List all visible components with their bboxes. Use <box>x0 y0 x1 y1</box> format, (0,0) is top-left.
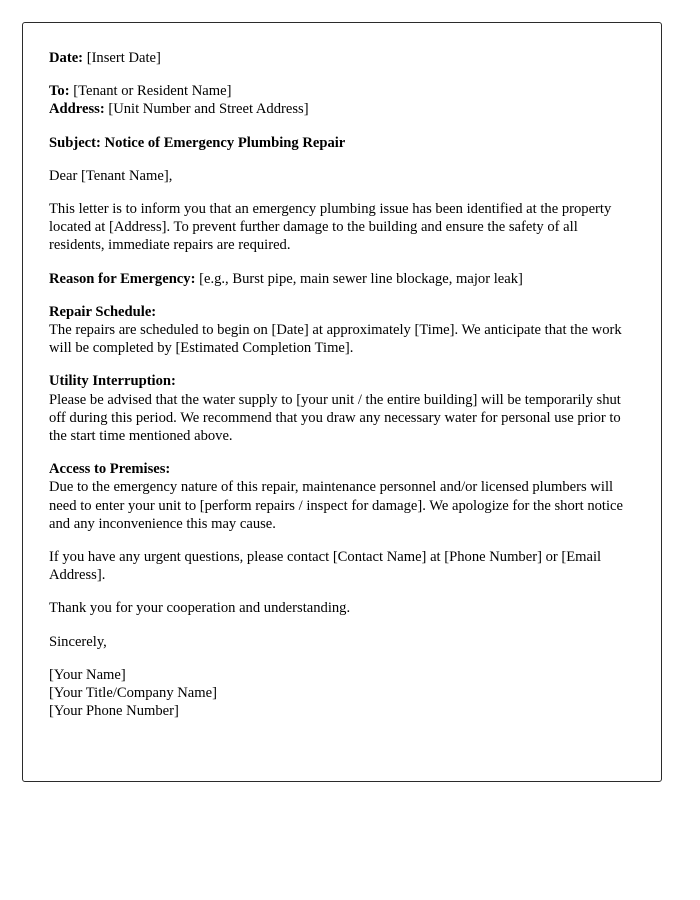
reason-value: [e.g., Burst pipe, main sewer line blockage, major leak] <box>199 270 523 287</box>
repair-schedule-heading: Repair Schedule: <box>49 303 157 320</box>
to-label: To: <box>49 83 70 100</box>
intro-paragraph: This letter is to inform you that an emergency plumbing issue has been identified at the property located at [Address]. To prevent further damage to the building and ensure the safety of all residents, immediate repairs are required. <box>49 201 612 254</box>
signature-name: [Your Name] <box>49 666 126 683</box>
subject-block <box>49 134 631 152</box>
date-value: [Insert Date] <box>86 50 161 66</box>
address-value: [Unit Number and Street Address] <box>108 101 309 118</box>
contact-paragraph: If you have any urgent questions, please contact [Contact Name] at [Phone Number] or [Email Address]. <box>49 549 602 584</box>
utility-interruption-block <box>49 372 631 445</box>
access-to-premises-block <box>49 460 631 533</box>
thanks-paragraph: Thank you for your cooperation and understanding. <box>49 600 351 617</box>
signature-block <box>49 666 631 721</box>
address-line <box>49 100 631 118</box>
address-label: Address: <box>49 101 105 118</box>
recipient-block <box>49 82 631 118</box>
intro-block <box>49 200 631 255</box>
utility-interruption-text: Please be advised that the water supply to [your unit / the entire building] will be temporarily shut off during this period. We recommend that you draw any necessary water for personal use prior to the start time mentioned above. <box>49 391 621 445</box>
closing-block <box>49 633 631 651</box>
contact-block <box>49 548 631 584</box>
date-block <box>49 49 631 67</box>
signature-title: [Your Title/Company Name] <box>49 685 217 702</box>
subject-line: Subject: Notice of Emergency Plumbing Repair <box>49 134 346 151</box>
to-value: [Tenant or Resident Name] <box>73 83 232 100</box>
signature-phone: [Your Phone Number] <box>49 703 179 720</box>
repair-schedule-text: The repairs are scheduled to begin on [Date] at approximately [Time]. We anticipate that the work will be completed by [Estimated Completion Time]. <box>49 322 622 357</box>
date-label: Date: <box>49 50 84 66</box>
reason-label: Reason for Emergency: <box>49 270 196 287</box>
reason-block <box>49 270 631 288</box>
thanks-block <box>49 599 631 617</box>
utility-interruption-heading: Utility Interruption: <box>49 373 176 390</box>
access-to-premises-heading: Access to Premises: <box>49 461 171 478</box>
repair-schedule-block <box>49 303 631 358</box>
letter-page <box>22 22 662 782</box>
reason-line <box>49 270 631 288</box>
access-to-premises-text: Due to the emergency nature of this repair, maintenance personnel and/or licensed plumbers will need to enter your unit to [perform repairs / inspect for damage]. We apologize for the short notice and any inconvenience this may cause. <box>49 479 623 532</box>
salutation: Dear [Tenant Name], <box>49 167 173 184</box>
date-line <box>49 49 631 67</box>
closing: Sincerely, <box>49 633 107 650</box>
salutation-block <box>49 167 631 185</box>
letter-body <box>23 23 661 740</box>
to-line <box>49 82 631 100</box>
